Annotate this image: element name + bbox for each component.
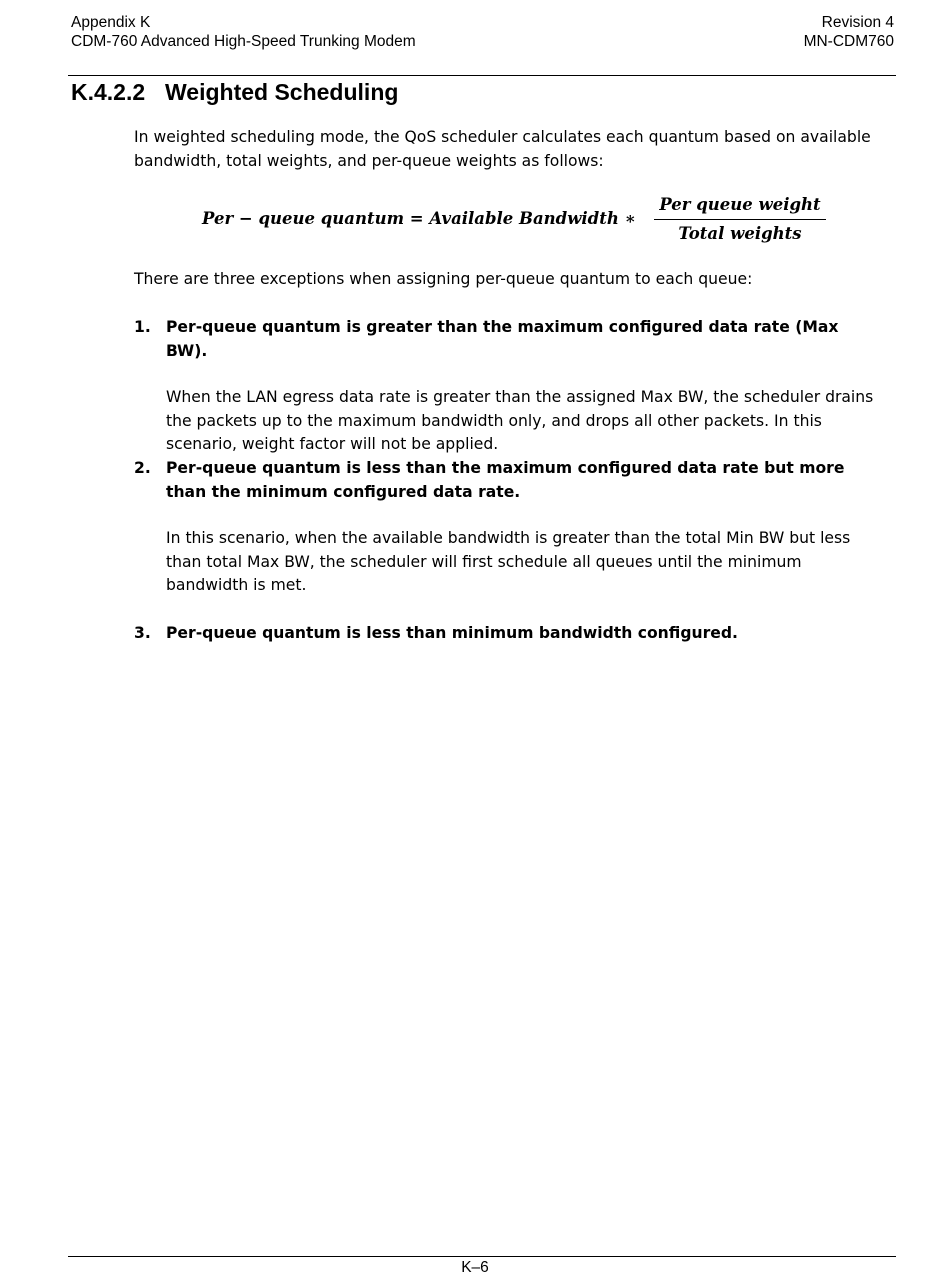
formula-lhs: Per − queue quantum = Available Bandwidth ∗ xyxy=(202,209,636,228)
section-heading xyxy=(71,78,398,106)
footer-divider xyxy=(68,1256,896,1257)
list-item-number: 3. xyxy=(134,624,151,642)
list-item xyxy=(134,457,884,598)
running-header-left xyxy=(71,13,416,51)
intro-paragraph: In weighted scheduling mode, the QoS scheduler calculates each quantum based on available bandwidth, total weights, and per-queue weights as follows: xyxy=(134,128,871,170)
header-divider xyxy=(68,75,896,76)
revision-label: Revision 4 xyxy=(821,14,894,31)
formula-numerator: Per queue weight xyxy=(659,195,821,214)
manual-number: MN-CDM760 xyxy=(803,33,894,50)
list-item xyxy=(134,622,884,646)
product-name: CDM-760 Advanced High-Speed Trunking Modem xyxy=(71,33,416,50)
fraction-bar xyxy=(654,219,826,220)
list-item xyxy=(134,316,884,457)
list-item-description: In this scenario, when the available bandwidth is greater than the total Min BW but less than total Max BW, the scheduler will first schedule all queues until the minimum bandwidth is met. xyxy=(166,529,851,595)
section-number: K.4.2.2 xyxy=(71,79,146,105)
list-item-title: Per-queue quantum is less than minimum bandwidth configured. xyxy=(166,624,738,642)
page-number: K–6 xyxy=(461,1259,489,1276)
formula-fraction xyxy=(654,192,826,246)
running-header-right xyxy=(804,13,894,51)
section-title: Weighted Scheduling xyxy=(165,79,399,105)
list-item-number: 1. xyxy=(134,318,151,336)
exceptions-intro: There are three exceptions when assigning per-queue quantum to each queue: xyxy=(134,270,753,288)
list-item-number: 2. xyxy=(134,459,151,477)
formula-denominator: Total weights xyxy=(678,224,802,243)
quantum-formula xyxy=(202,192,832,248)
list-item-title: Per-queue quantum is less than the maximum configured data rate but more than the minimum configured data rate. xyxy=(166,459,845,501)
list-item-description: When the LAN egress data rate is greater than the assigned Max BW, the scheduler drains the packets up to the maximum bandwidth only, and drops all other packets. In this scenario, weight factor will not be applied. xyxy=(166,388,874,454)
list-item-title: Per-queue quantum is greater than the maximum configured data rate (Max BW). xyxy=(166,318,839,360)
appendix-label: Appendix K xyxy=(71,14,151,31)
